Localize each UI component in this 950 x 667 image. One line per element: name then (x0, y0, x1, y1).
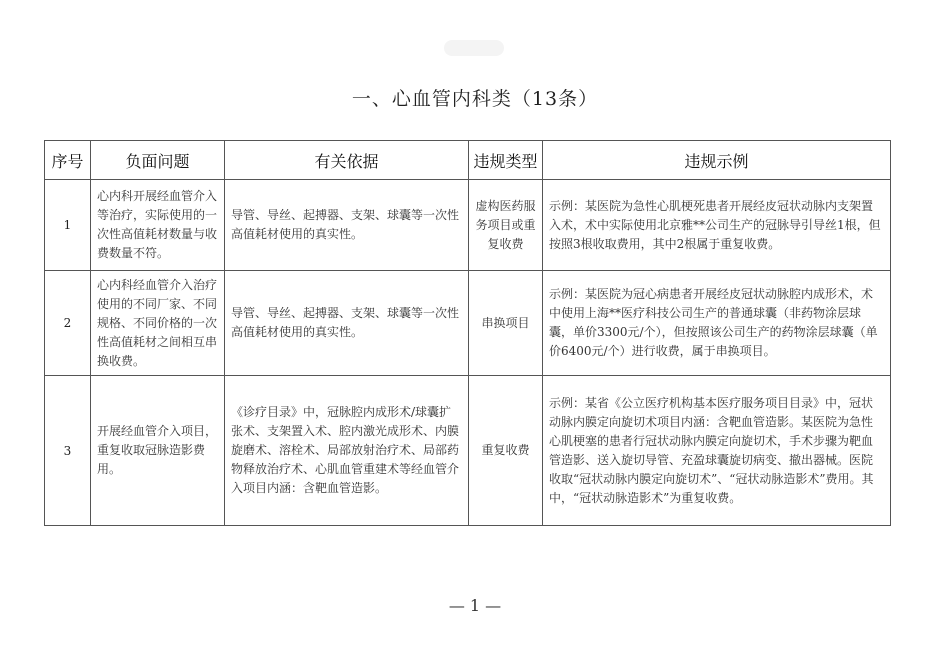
header-type: 违规类型 (469, 141, 543, 180)
header-basis: 有关依据 (225, 141, 469, 180)
row-number: 1 (45, 180, 91, 271)
table-header-row (45, 141, 891, 180)
row-number: 2 (45, 271, 91, 376)
page-title: 一、心血管内科类（13条） (351, 88, 599, 110)
table-row (45, 376, 891, 526)
violations-table (44, 140, 891, 526)
header-problem: 负面问题 (91, 141, 225, 180)
row-problem: 开展经血管介入项目，重复收取冠脉造影费用。 (91, 376, 225, 526)
row-number: 3 (45, 376, 91, 526)
table-row (45, 180, 891, 271)
row-basis: 《诊疗目录》中，冠脉腔内成形术/球囊扩张术、支架置入术、腔内激光成形术、内膜旋磨术、溶栓术、局部放射治疗术、局部药物释放治疗术、心肌血管重建术等经血管介入项目内涵：含靶血管造影。 (225, 376, 469, 526)
row-basis: 导管、导丝、起搏器、支架、球囊等一次性高值耗材使用的真实性。 (225, 271, 469, 376)
scan-smudge (444, 40, 504, 56)
row-example: 示例：某医院为冠心病患者开展经皮冠状动脉腔内成形术，术中使用上海**医疗科技公司生产的普通球囊（非药物涂层球囊，单价3300元/个），但按照该公司生产的药物涂层球囊（单价6400元/个）进行收费，属于串换项目。 (543, 271, 891, 376)
header-num: 序号 (45, 141, 91, 180)
header-example: 违规示例 (543, 141, 891, 180)
row-problem: 心内科开展经血管介入等治疗，实际使用的一次性高值耗材数量与收费数量不符。 (91, 180, 225, 271)
row-example: 示例：某医院为急性心肌梗死患者开展经皮冠状动脉内支架置入术，术中实际使用北京雅**公司生产的冠脉导引导丝1根，但按照3根收取费用，其中2根属于重复收费。 (543, 180, 891, 271)
row-type: 串换项目 (469, 271, 543, 376)
table-row (45, 271, 891, 376)
row-type: 重复收费 (469, 376, 543, 526)
row-example: 示例：某省《公立医疗机构基本医疗服务项目目录》中，冠状动脉内膜定向旋切术项目内涵：含靶血管造影。某医院为急性心肌梗塞的患者行冠状动脉内膜定向旋切术，手术步骤为靶血管造影、送入旋切导管、充盈球囊旋切病变、撤出器械。医院收取“冠状动脉内膜定向旋切术”、“冠状动脉造影术”费用。其中，“冠状动脉造影术”为重复收费。 (543, 376, 891, 526)
row-type: 虚构医药服务项目或重复收费 (469, 180, 543, 271)
row-basis: 导管、导丝、起搏器、支架、球囊等一次性高值耗材使用的真实性。 (225, 180, 469, 271)
row-problem: 心内科经血管介入治疗使用的不同厂家、不同规格、不同价格的一次性高值耗材之间相互串换收费。 (91, 271, 225, 376)
page-number: — 1 — (448, 596, 502, 615)
